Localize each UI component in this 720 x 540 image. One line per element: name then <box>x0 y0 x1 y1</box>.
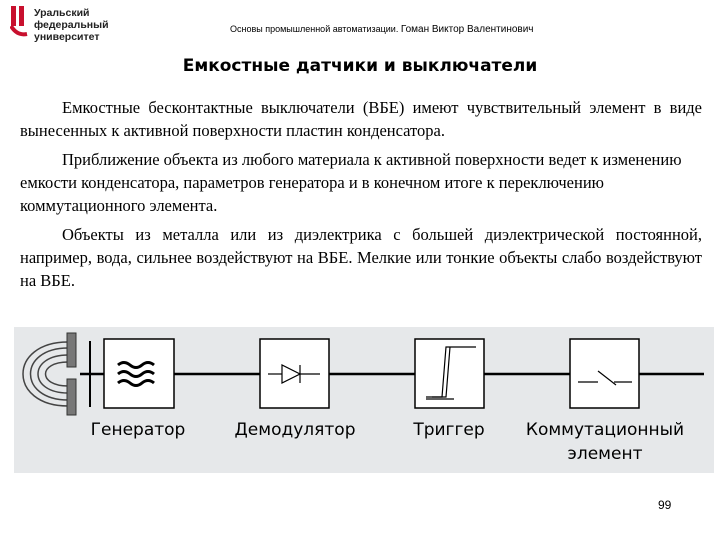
capacitor-plate-bottom <box>67 379 76 415</box>
generator-block <box>104 339 174 408</box>
slide-body <box>20 96 702 298</box>
paragraph-2: Приближение объекта из любого материала к активной поверхности ведет к изменению емкости конденсатора, параметров генератора и в конечном итоге к переключению коммутационного элемента. <box>20 150 682 215</box>
course-author: Гоман Виктор Валентинович <box>400 24 534 35</box>
label-demodulator: Демодулятор <box>234 420 356 440</box>
logo-line-1: Уральский <box>34 7 90 19</box>
page-number: 99 <box>658 498 672 512</box>
label-generator: Генератор <box>90 420 186 440</box>
block-diagram <box>14 327 714 473</box>
paragraph-3: Объекты из металла или из диэлектрика с большей диэлектрической постоянной, например, вода, сильнее воздействуют на ВБЕ. Мелкие или тонкие объекты слабо воздействуют на ВБЕ. <box>20 225 702 290</box>
university-logo <box>10 6 130 46</box>
label-switch-line-2: элемент <box>567 444 643 464</box>
logo-line-2: федеральный <box>34 19 109 31</box>
capacitor-plate-top <box>67 333 76 367</box>
block-diagram-svg <box>14 327 714 473</box>
logo-text <box>34 7 109 43</box>
logo-line-3: университет <box>34 31 100 43</box>
course-title: Основы промышленной автоматизации. <box>230 24 399 34</box>
field-lines-icon <box>23 342 68 406</box>
label-switch-line-1: Коммутационный <box>525 420 685 440</box>
course-header <box>230 24 534 35</box>
ural-logo-icon <box>10 6 30 38</box>
paragraph-1: Емкостные бесконтактные выключатели (ВБЕ) имеют чувствительный элемент в виде вынесенных к активной поверхности пластин конденсатора. <box>20 98 702 140</box>
slide-title: Емкостные датчики и выключатели <box>182 56 538 76</box>
demodulator-block <box>260 339 329 408</box>
switching-element-block <box>570 339 639 408</box>
label-trigger: Триггер <box>413 420 485 440</box>
trigger-block <box>415 339 484 408</box>
